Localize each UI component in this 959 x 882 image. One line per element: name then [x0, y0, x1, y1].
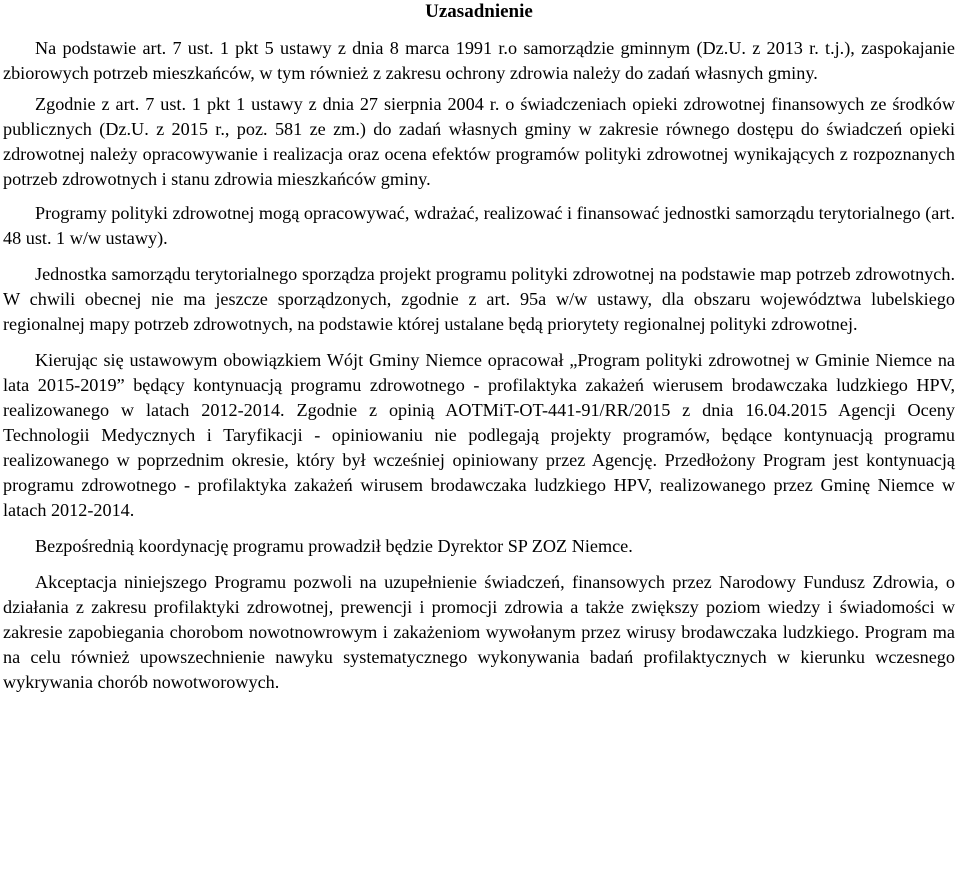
document-title: Uzasadnienie	[425, 1, 533, 22]
paragraph-health-care-act: Zgodnie z art. 7 ust. 1 pkt 1 ustawy z dnia 27 sierpnia 2004 r. o świadczeniach opieki zdrowotnej finansowych ze środków publicznych (Dz.U. z 2015 r., poz. 581 ze zm.) do zadań własnych gminy w zakresie równego dostępu do świadczeń opieki zdrowotnej należy opracowywanie i realizacja oraz ocena efektów programów polityki zdrowotnej wynikających z rozpoznanych potrzeb zdrowotnych i stanu zdrowia mieszkańców gminy.	[3, 94, 955, 189]
paragraph-health-programs: Programy polityki zdrowotnej mogą opracowywać, wdrażać, realizować i finansować jednostki samorządu terytorialnego (art. 48 ust. 1 w/w ustawy).	[3, 203, 955, 248]
paragraph-program-goals: Akceptacja niniejszego Programu pozwoli na uzupełnienie świadczeń, finansowych przez Narodowy Fundusz Zdrowia, o działania z zakresu profilaktyki zdrowotnej, prewencji i promocji zdrowia a także zwiększy poziom wiedzy i świadomości w zakresie zapobiegania chorobom nowotnowrowym i zakażeniom wywołanym przez wirusy brodawczaka ludzkiego. Program ma na celu również upowszechnienie nawyku systematycznego wykonywania badań profilaktycznych w kierunku wczesnego wykrywania chorób nowotworowych.	[3, 572, 955, 692]
paragraph-program-description: Kierując się ustawowym obowiązkiem Wójt Gminy Niemce opracował „Program polityki zdrowotnej w Gminie Niemce na lata 2015-2019” będący kontynuacją programu zdrowotnego - profilaktyka zakażeń wierusem brodawczaka ludzkiego HPV, realizowanego w latach 2012-2014. Zgodnie z opinią AOTMiT-OT-441-91/RR/2015 z dnia 16.04.2015 Agencji Oceny Technologii Medycznych i Taryfikacji - opiniowaniu nie podlegają projekty programów, będące kontynuacją programu realizowanego w poprzednim okresie, który był wcześniej opiniowany przez Agencję. Przedłożony Program jest kontynuacją programu zdrowotnego - profilaktyka zakażeń wirusem brodawczaka ludzkiego HPV, realizowanego przez Gminę Niemce w latach 2012-2014.	[3, 350, 955, 520]
paragraph-legal-basis: Na podstawie art. 7 ust. 1 pkt 5 ustawy z dnia 8 marca 1991 r.o samorządzie gminnym (Dz.U. z 2013 r. t.j.), zaspokajanie zbiorowych potrzeb mieszkańców, w tym również z zakresu ochrony zdrowia należy do zadań własnych gminy.	[3, 38, 955, 83]
paragraph-coordination: Bezpośrednią koordynację programu prowadził będzie Dyrektor SP ZOZ Niemce.	[35, 536, 633, 556]
paragraph-health-needs-maps: Jednostka samorządu terytorialnego sporządza projekt programu polityki zdrowotnej na podstawie map potrzeb zdrowotnych. W chwili obecnej nie ma jeszcze sporządzonych, zgodnie z art. 95a w/w ustawy, dla obszaru województwa lubelskiego regionalnej mapy potrzeb zdrowotnych, na podstawie której ustalane będą priorytety regionalnej polityki zdrowotnej.	[3, 264, 955, 334]
document-page	[3, 0, 955, 695]
